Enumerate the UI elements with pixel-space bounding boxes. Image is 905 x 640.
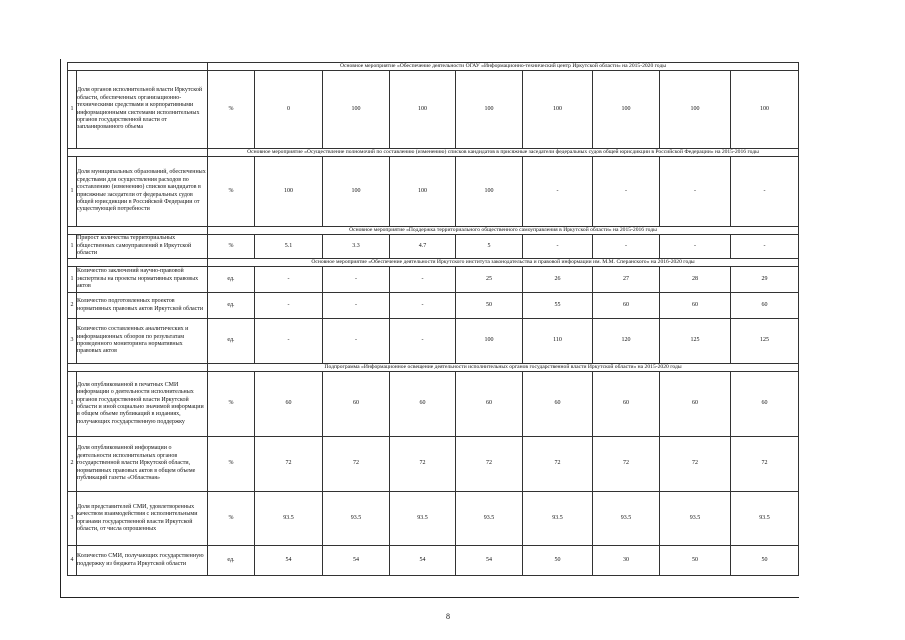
value-cell: 72 bbox=[660, 437, 731, 492]
row-number: 1 bbox=[68, 235, 77, 259]
value-cell: 50 bbox=[660, 546, 731, 576]
value-cell: 72 bbox=[390, 437, 456, 492]
indicator-name: Доля опубликованной в печатных СМИ информации о деятельности исполнительных органов государственной власти Иркутской области и иной социально значимой информации в общем объеме публикаций в изданиях, получающих государственную поддержку bbox=[77, 372, 208, 437]
indicators-table bbox=[67, 62, 799, 576]
table-row bbox=[68, 293, 799, 319]
value-cell: 50 bbox=[456, 293, 523, 319]
value-cell: 72 bbox=[731, 437, 799, 492]
section-header-row bbox=[68, 149, 799, 157]
section-header-row bbox=[68, 364, 799, 372]
value-cell: 93.5 bbox=[660, 492, 731, 546]
unit-cell: % bbox=[208, 235, 255, 259]
value-cell: 100 bbox=[456, 157, 523, 227]
table-row bbox=[68, 372, 799, 437]
value-cell: 25 bbox=[456, 267, 523, 293]
value-cell: 4.7 bbox=[390, 235, 456, 259]
table-row bbox=[68, 319, 799, 364]
indicator-name: Доля органов исполнительной власти Иркутской области, обеспеченных организационно-техническими средствами и корпоративными информационными системами исполнительных органов государственной власти от запланированного объема bbox=[77, 71, 208, 149]
indicator-name: Количество СМИ, получающих государственную поддержку из бюджета Иркутской области bbox=[77, 546, 208, 576]
indicator-name: Доля представителей СМИ, удовлетворенных качеством взаимодействия с исполнительными органами государственной власти Иркутской области, от числа опрошенных bbox=[77, 492, 208, 546]
table-row bbox=[68, 157, 799, 227]
value-cell: - bbox=[523, 157, 593, 227]
value-cell: 0 bbox=[255, 71, 323, 149]
row-number: 3 bbox=[68, 492, 77, 546]
indicator-name: Прирост количества территориальных общественных самоуправлений в Иркутской области bbox=[77, 235, 208, 259]
value-cell: - bbox=[660, 157, 731, 227]
value-cell: 60 bbox=[731, 372, 799, 437]
value-cell: 93.5 bbox=[523, 492, 593, 546]
value-cell: 93.5 bbox=[593, 492, 660, 546]
unit-cell: ед. bbox=[208, 546, 255, 576]
value-cell: - bbox=[731, 157, 799, 227]
value-cell: - bbox=[593, 235, 660, 259]
section-header-row bbox=[68, 63, 799, 71]
value-cell: 60 bbox=[660, 293, 731, 319]
unit-cell: % bbox=[208, 71, 255, 149]
value-cell: - bbox=[660, 235, 731, 259]
value-cell: 110 bbox=[523, 319, 593, 364]
unit-cell: ед. bbox=[208, 293, 255, 319]
value-cell: 50 bbox=[523, 546, 593, 576]
value-cell: 100 bbox=[390, 157, 456, 227]
indicator-name: Доля опубликованной информации о деятельности исполнительных органов государственной власти Иркутской области, нормативных правовых актов в общем объеме публикаций газеты «Областная» bbox=[77, 437, 208, 492]
value-cell: - bbox=[523, 235, 593, 259]
value-cell: 54 bbox=[323, 546, 390, 576]
value-cell: 5 bbox=[456, 235, 523, 259]
section-title: Основное мероприятие «Осуществление полномочий по составлению (изменению) списков кандидатов в присяжные заседатели федеральных судов общей юрисдикции в Российской Федерации» на 2015-2016 годы bbox=[208, 149, 799, 157]
value-cell: 125 bbox=[731, 319, 799, 364]
unit-cell: % bbox=[208, 437, 255, 492]
value-cell: - bbox=[593, 157, 660, 227]
value-cell: 100 bbox=[731, 71, 799, 149]
value-cell: 72 bbox=[323, 437, 390, 492]
value-cell: 60 bbox=[593, 293, 660, 319]
value-cell: 55 bbox=[523, 293, 593, 319]
value-cell: 60 bbox=[593, 372, 660, 437]
unit-cell: % bbox=[208, 492, 255, 546]
section-title: Основное мероприятие «Обеспечение деятельности Иркутского института законодательства и правовой информации им. М.М. Сперанского» на 2016-2020 годы bbox=[208, 259, 799, 267]
table-row bbox=[68, 267, 799, 293]
row-number: 1 bbox=[68, 267, 77, 293]
value-cell: - bbox=[323, 319, 390, 364]
value-cell: - bbox=[390, 319, 456, 364]
value-cell: 100 bbox=[593, 71, 660, 149]
value-cell: 100 bbox=[390, 71, 456, 149]
value-cell: 60 bbox=[456, 372, 523, 437]
page-number: 8 bbox=[446, 612, 450, 621]
row-number: 3 bbox=[68, 319, 77, 364]
value-cell: 93.5 bbox=[255, 492, 323, 546]
value-cell: - bbox=[731, 235, 799, 259]
row-number: 2 bbox=[68, 293, 77, 319]
value-cell: 26 bbox=[523, 267, 593, 293]
row-number: 1 bbox=[68, 157, 77, 227]
value-cell: 100 bbox=[323, 157, 390, 227]
indicator-name: Количество подготовленных проектов нормативных правовых актов Иркутской области bbox=[77, 293, 208, 319]
value-cell: 93.5 bbox=[456, 492, 523, 546]
row-number: 1 bbox=[68, 372, 77, 437]
indicator-name: Количество заключений научно-правовой экспертизы на проекты нормативных правовых актов bbox=[77, 267, 208, 293]
value-cell: 28 bbox=[660, 267, 731, 293]
value-cell: - bbox=[255, 267, 323, 293]
section-header-spacer bbox=[68, 259, 208, 267]
value-cell: 100 bbox=[523, 71, 593, 149]
value-cell: - bbox=[323, 267, 390, 293]
table-row bbox=[68, 546, 799, 576]
table-row bbox=[68, 235, 799, 259]
unit-cell: ед. bbox=[208, 267, 255, 293]
row-number: 2 bbox=[68, 437, 77, 492]
value-cell: - bbox=[390, 267, 456, 293]
table-row bbox=[68, 492, 799, 546]
value-cell: 3.3 bbox=[323, 235, 390, 259]
section-header-spacer bbox=[68, 227, 208, 235]
row-number: 4 bbox=[68, 546, 77, 576]
value-cell: 72 bbox=[523, 437, 593, 492]
value-cell: 93.5 bbox=[731, 492, 799, 546]
table-row bbox=[68, 437, 799, 492]
section-title: Основное мероприятие «Поддержка территориального общественного самоуправления в Иркутской области» на 2015-2016 годы bbox=[208, 227, 799, 235]
value-cell: - bbox=[255, 293, 323, 319]
value-cell: 30 bbox=[593, 546, 660, 576]
unit-cell: % bbox=[208, 372, 255, 437]
section-header-row bbox=[68, 259, 799, 267]
section-header-row bbox=[68, 227, 799, 235]
unit-cell: ед. bbox=[208, 319, 255, 364]
value-cell: 27 bbox=[593, 267, 660, 293]
value-cell: - bbox=[323, 293, 390, 319]
row-number: 1 bbox=[68, 71, 77, 149]
value-cell: 60 bbox=[390, 372, 456, 437]
value-cell: 60 bbox=[255, 372, 323, 437]
value-cell: 100 bbox=[456, 71, 523, 149]
value-cell: 5.1 bbox=[255, 235, 323, 259]
value-cell: 29 bbox=[731, 267, 799, 293]
value-cell: 72 bbox=[255, 437, 323, 492]
value-cell: 54 bbox=[255, 546, 323, 576]
value-cell: 54 bbox=[390, 546, 456, 576]
value-cell: - bbox=[255, 319, 323, 364]
section-header-spacer bbox=[68, 63, 208, 71]
section-header-spacer bbox=[68, 364, 208, 372]
section-title: Подпрограмма «Информационное освещение деятельности исполнительных органов государственной власти Иркутской области» на 2015-2020 годы bbox=[208, 364, 799, 372]
value-cell: 60 bbox=[523, 372, 593, 437]
value-cell: 100 bbox=[323, 71, 390, 149]
value-cell: 100 bbox=[660, 71, 731, 149]
unit-cell: % bbox=[208, 157, 255, 227]
indicator-name: Доля муниципальных образований, обеспеченных средствами для осуществления расходов по составлению (изменению) списков кандидатов в присяжные заседатели от федеральных судов общей юрисдикции в Российской Федерации от существующей потребности bbox=[77, 157, 208, 227]
section-title: Основное мероприятие «Обеспечение деятельности ОГАУ «Информационно-технический центр Иркутской области» на 2015-2020 годы bbox=[208, 63, 799, 71]
value-cell: 93.5 bbox=[323, 492, 390, 546]
value-cell: - bbox=[390, 293, 456, 319]
value-cell: 54 bbox=[456, 546, 523, 576]
value-cell: 50 bbox=[731, 546, 799, 576]
value-cell: 100 bbox=[255, 157, 323, 227]
table-body bbox=[68, 63, 799, 576]
value-cell: 72 bbox=[593, 437, 660, 492]
section-header-spacer bbox=[68, 149, 208, 157]
value-cell: 125 bbox=[660, 319, 731, 364]
value-cell: 60 bbox=[660, 372, 731, 437]
indicator-name: Количество составленных аналитических и информационных обзоров по результатам проведенного мониторинга нормативных правовых актов bbox=[77, 319, 208, 364]
table-row bbox=[68, 71, 799, 149]
value-cell: 60 bbox=[731, 293, 799, 319]
value-cell: 100 bbox=[456, 319, 523, 364]
value-cell: 72 bbox=[456, 437, 523, 492]
value-cell: 93.5 bbox=[390, 492, 456, 546]
value-cell: 60 bbox=[323, 372, 390, 437]
value-cell: 120 bbox=[593, 319, 660, 364]
